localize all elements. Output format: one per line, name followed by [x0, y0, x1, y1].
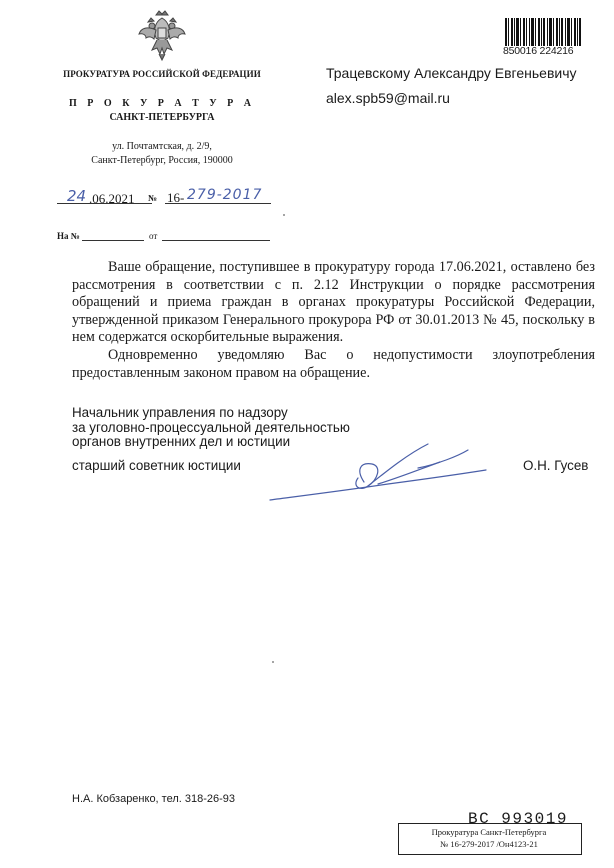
number-handwritten: 279-2017	[187, 187, 263, 203]
double-headed-eagle-emblem-icon	[137, 8, 187, 64]
letter-body	[72, 259, 595, 382]
executor-contact: Н.А. Кобзаренко, тел. 318-26-93	[72, 793, 236, 805]
org-top-title: ПРОКУРАТУРА РОССИЙСКОЙ ФЕДЕРАЦИИ	[63, 69, 261, 79]
handwritten-signature	[268, 440, 488, 506]
address-line-1: ул. Почтамтская, д. 2/9,	[112, 141, 212, 152]
reference-date-label: от	[149, 231, 158, 241]
signer-title-line-1: Начальник управления по надзору	[72, 405, 288, 420]
signer-title-line-3: органов внутренних дел и юстиции	[72, 434, 291, 450]
signer-title-line-2: за уголовно-процессуальной деятельностью	[72, 419, 350, 435]
number-sign: №	[148, 193, 158, 203]
reference-number-blank	[82, 240, 144, 241]
signer-rank: старший советник юстиции	[72, 458, 241, 473]
reference-date-blank	[162, 240, 270, 241]
body-paragraph-2: Одновременно уведомляю Вас о недопустимости злоупотребления предоставленным законом правом на обращение.	[72, 346, 595, 381]
barcode-graphic	[505, 18, 581, 46]
org-city: САНКТ-ПЕТЕРБУРГА	[109, 112, 215, 123]
org-name: П Р О К У Р А Т У Р А	[69, 98, 255, 109]
date-day-handwritten: 24	[67, 187, 87, 205]
stamp-line-1: Прокуратура Санкт-Петербурга	[431, 827, 547, 837]
barcode-number: 850016 224216	[503, 45, 574, 57]
address-line-2: Санкт-Петербург, Россия, 190000	[91, 155, 233, 166]
date-rest: .06.2021	[89, 191, 135, 206]
stamp-line-2: № 16-279-2017 /Он4123-21	[440, 839, 538, 849]
number-prefix: 16-	[167, 190, 185, 205]
scan-speck	[283, 214, 285, 216]
scan-speck	[272, 661, 274, 663]
reference-number-label: На №	[57, 231, 80, 241]
body-paragraph-1: Ваше обращение, поступившее в прокуратуру города 17.06.2021, оставлено без рассмотрения в соответствии с п. 2.12 Инструкции о порядке рассмотрения обращений и приема граждан в органах прокуратуры Российской Федерации, утвержденной приказом Генерального прокурора РФ от 30.01.2013 № 45, поскольку в нем содержатся оскорбительные выражения.	[72, 259, 595, 346]
form-serial-number: ВС 993019	[468, 810, 568, 828]
signer-name: О.Н. Гусев	[523, 458, 589, 473]
recipient-name: Трацевскому Александру Евгеньевичу	[326, 65, 577, 81]
recipient-email: alex.spb59@mail.ru	[326, 90, 450, 106]
